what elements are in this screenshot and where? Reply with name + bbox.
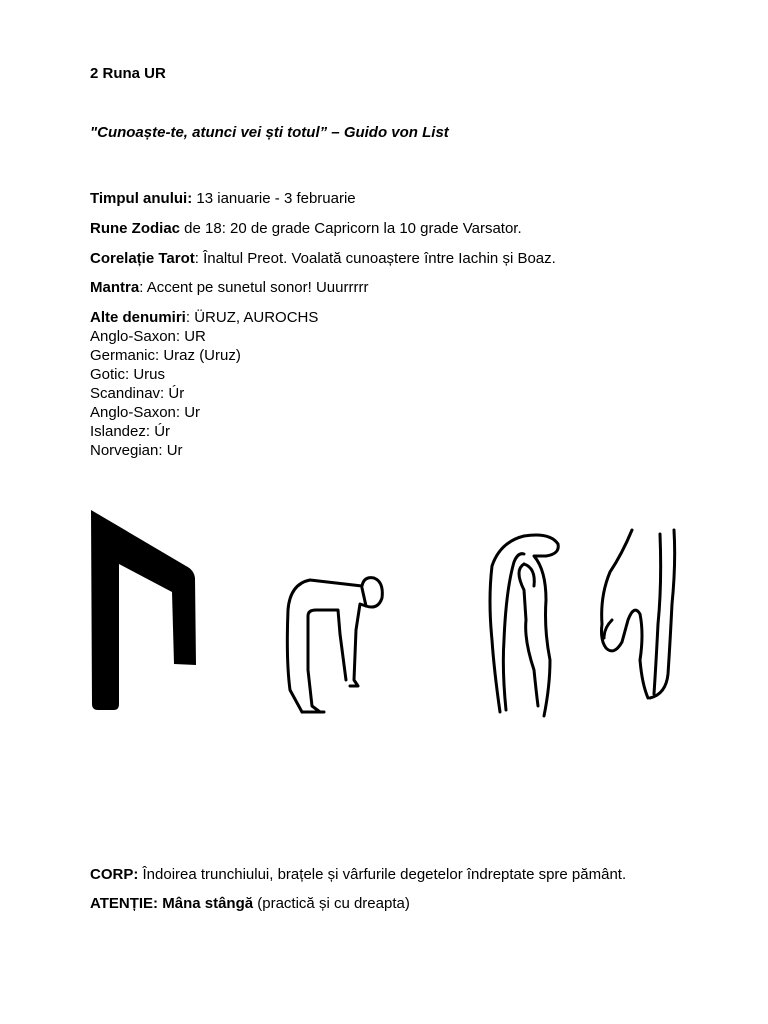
name-item: Norvegian: Ur: [90, 442, 183, 459]
quote: "Cunoaște-te, atunci vei ști totul” – Guido von List: [90, 124, 449, 141]
atentie-bold-value: Mâna stângă: [158, 895, 254, 912]
corp-label: CORP:: [90, 866, 139, 883]
field-value: : Înaltul Preot. Voalată cunoaștere între Iachin și Boaz.: [194, 250, 556, 267]
hand-fingers-down-icon: [596, 524, 682, 704]
field-label: Alte denumiri: [90, 309, 186, 326]
rune-ur-icon: [88, 508, 200, 714]
bending-figure-icon: [280, 570, 390, 718]
field-mantra: [90, 278, 368, 297]
field-value: : Accent pe sunetul sonor! Uuurrrrr: [139, 279, 369, 296]
field-label: Rune Zodiac: [90, 220, 181, 237]
field-label: Corelație Tarot: [90, 250, 195, 267]
field-value: de 18: 20 de grade Capricorn la 10 grade Varsator.: [180, 220, 522, 237]
field-label: Mantra: [90, 279, 140, 296]
name-item: Gotic: Urus: [90, 366, 166, 383]
alte-denumiri-block: [90, 308, 318, 460]
field-label: Timpul anului:: [90, 190, 193, 207]
corp-line: [90, 865, 626, 884]
hand-side-icon: [484, 530, 566, 722]
atentie-value: (practică și cu dreapta): [253, 895, 410, 912]
name-item: Scandinav: Úr: [90, 385, 185, 402]
field-rune-zodiac: [90, 219, 522, 238]
field-value: : ÜRUZ, AUROCHS: [185, 309, 319, 326]
corp-value: Îndoirea trunchiului, brațele și vârfurile degetelor îndreptate spre pământ.: [138, 866, 627, 883]
page-title: 2 Runa UR: [90, 65, 166, 82]
name-item: Anglo-Saxon: UR: [90, 328, 206, 345]
field-value: 13 ianuarie - 3 februarie: [192, 190, 356, 207]
atentie-line: [90, 894, 410, 913]
name-item: Islandez: Úr: [90, 423, 171, 440]
atentie-label: ATENȚIE:: [90, 895, 159, 912]
name-item: Germanic: Uraz (Uruz): [90, 347, 241, 364]
field-timpul-anului: [90, 189, 356, 208]
name-item: Anglo-Saxon: Ur: [90, 404, 201, 421]
field-corelatie-tarot: [90, 249, 556, 268]
field-alte-denumiri: [90, 308, 318, 327]
